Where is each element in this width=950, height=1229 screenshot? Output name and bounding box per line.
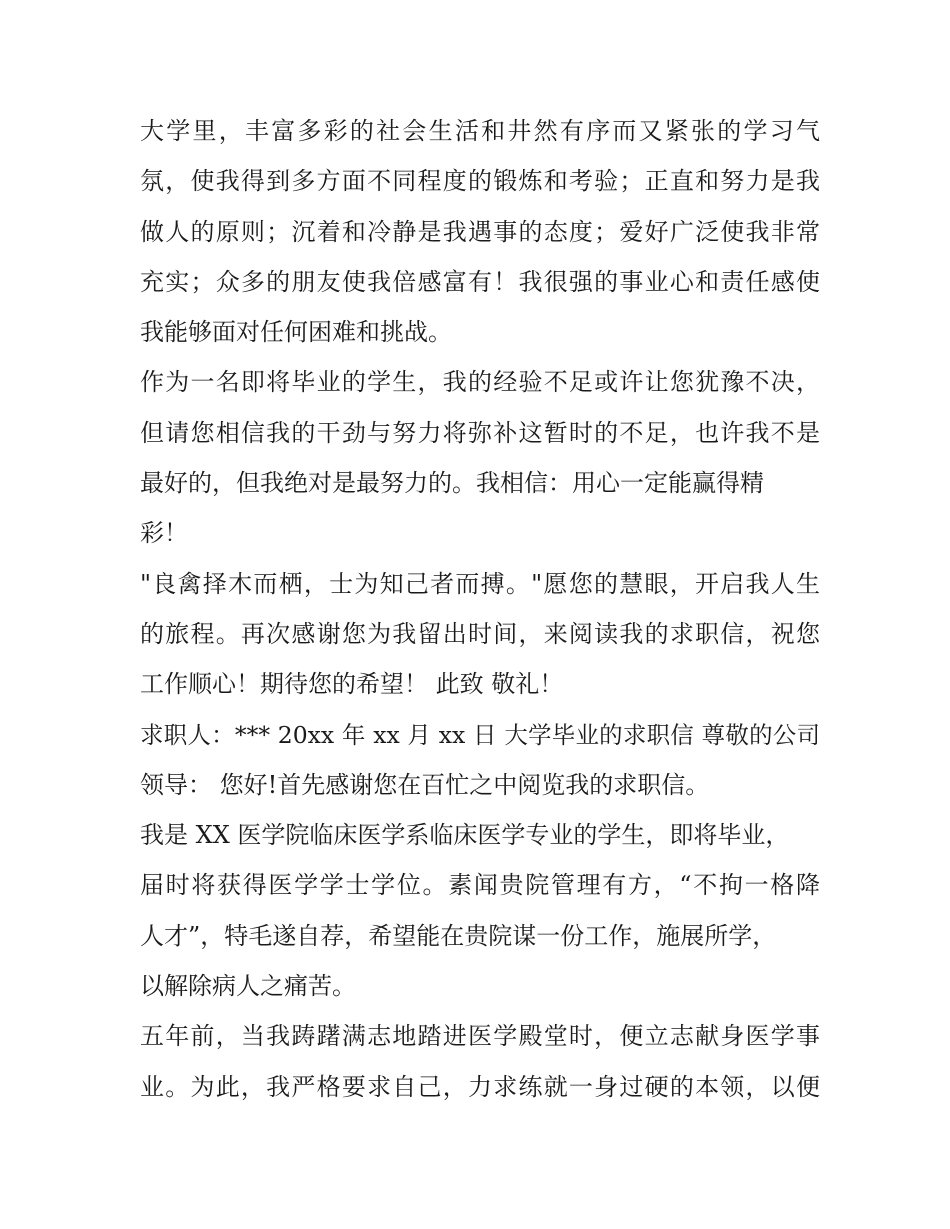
text-line: 业。为此，我严格要求自己，力求练就一身过硬的本领，以便 <box>140 1072 820 1101</box>
text-line: 大学里，丰富多彩的社会生活和井然有序而又紧张的学习气 <box>140 117 820 145</box>
text-line: 最好的，但我绝对是最努力的。我相信：用心一定能赢得精 <box>140 469 764 498</box>
text-line: 求职人：*** 20xx 年 xx 月 xx 日 大学毕业的求职信 尊敬的公司 <box>140 720 820 749</box>
text-line: 人才”，特毛遂自荐，希望能在贵院谋一份工作，施展所学， <box>140 921 777 950</box>
text-line: 的旅程。再次感谢您为我留出时间，来阅读我的求职信，祝您 <box>140 619 820 648</box>
text-line: 届时将获得医学学士学位。素闻贵院管理有方，“不拘一格降 <box>140 871 820 900</box>
text-line: 工作顺心！期待您的希望！ 此致 敬礼！ <box>140 670 564 699</box>
text-line: 五年前，当我踌躇满志地踏进医学殿堂时，便立志献身医学事 <box>140 1022 820 1051</box>
text-line: 氛，使我得到多方面不同程度的锻炼和考验；正直和努力是我 <box>140 167 820 196</box>
text-line: 彩！ <box>140 519 188 548</box>
text-line: 但请您相信我的干劲与努力将弥补这暂时的不足，也许我不是 <box>140 418 820 447</box>
text-line: 我能够面对任何困难和挑战。 <box>140 318 452 347</box>
document-body <box>140 106 820 1112</box>
text-line: 作为一名即将毕业的学生，我的经验不足或许让您犹豫不决， <box>140 368 820 397</box>
text-line: 领导： 您好!首先感谢您在百忙之中阅览我的求职信。 <box>140 770 710 799</box>
text-line: 我是 XX 医学院临床医学系临床医学专业的学生，即将毕业， <box>140 821 790 850</box>
text-line: "良禽择木而栖，士为知己者而搏。"愿您的慧眼，开启我人生 <box>140 569 820 598</box>
text-line: 以解除病人之痛苦。 <box>140 972 356 1001</box>
text-line: 充实；众多的朋友使我倍感富有！我很强的事业心和责任感使 <box>140 267 820 296</box>
text-line: 做人的原则；沉着和冷静是我遇事的态度；爱好广泛使我非常 <box>140 217 820 246</box>
